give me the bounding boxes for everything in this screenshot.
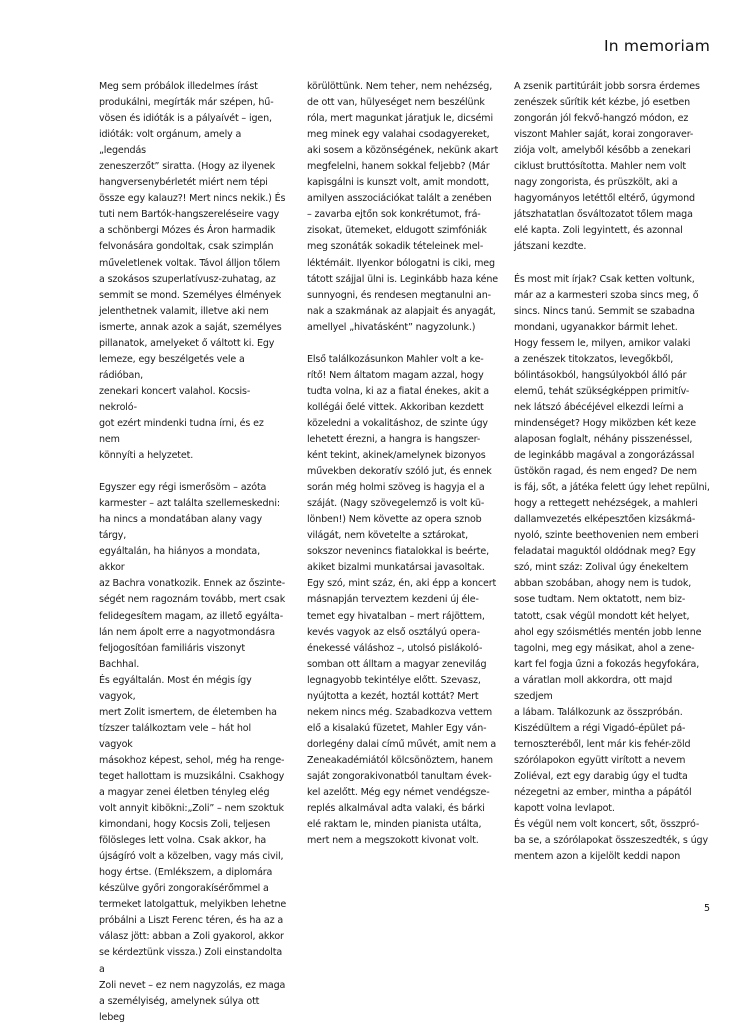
paragraph: És most mit írjak? Csak ketten voltunk, már az a karmesteri szoba sincs meg, ő sincs. Nincs tanú. Semmit se szabadna mondani, ugyanakkor bármit lehet. Hogy fessem le, milyen, amikor valaki a zenészek titokzatos, levegőkből, bólintásokból, hangsúlyokból álló pár elemű, tehát szükségképpen primitív- nek látszó ábécéjével elkezdi leírni a mindenséget? Hogy miközben két keze alaposan foglalt, néhány pisszenéssel, de leginkább magával a zongorázással üstökön ragad, és nem enged? De nem is fáj, sőt, a játéka felett úgy lehet repülni, hogy a rettegett nehézségek, a mahleri dallamvezetés elképesztően kizsákmá- nyoló, szinte beethovenien nem emberi feladatai maguktól oldódnak meg? Egy szó, mint száz: Zolival úgy énekeltem abban szobában, ahogy nem is tudok, sose tudtam. Nem oktatott, nem biz- tatott, csak végül mondott két helyet, ahol egy szóismétlés mentén jobb lenne tagolni, meg egy másikat, ahol a zene- kart fel fogja űzni a fokozás hegyfokára, a váratlan moll akkordra, ott majd szedjem a lábam. Találkozunk az összpróbán. Kiszédültem a régi Vigadó-épület pá- ternoszteréből, lent már kis fehér-zöld szórólapokon együtt virított a nevem Zoliéval, ezt egy darabig úgy el tudta nézegetni az ember, mintha a pápától kapott volna levlapot. És végül nem volt koncert, sőt, összpró- ba se, a szórólapokat összeszedték, s úgy mentem azon a kijelölt keddi napon <box>514 273 710 863</box>
text-column-2 <box>307 79 502 849</box>
page-number: 5 <box>703 903 710 914</box>
section-title: In memoriam <box>603 37 710 55</box>
paragraph: Meg sem próbálok illedelmes írást produkálni, megírták már szépen, hű- vösen és idióták is a pályaívét – igen, idióták: volt orgánum, amely a „legendás zeneszerzőt” siratta. (Hogy az ilyenek hangversenybérletét miért nem tépi össze egy kalauz?! Mert nincs nekik.) És tuti nem Bartók-hangszereléseire vagy a schönbergi Mózes és Áron harmadik felvonására gondoltak, csak szimplán műveletlenek voltak. Távol álljon tőlem a szokásos szuperlatívusz-zuhatag, az semmit se mond. Személyes élmények jelenthetnek valamit, illetve aki nem ismerte, annak azok a saját, személyes pillanatok, amelyeket ő váltott ki. Egy lemeze, egy beszélgetés vele a rádióban, zenekari koncert valahol. Kocsis-nekroló- got ezért mindenki tudna írni, és ez nem könnyíti a helyzetet. <box>99 81 286 462</box>
paragraph: Egyszer egy régi ismerősöm – azóta karmester – azt találta szellemeskedni: ha nincs a mondatában alany vagy tárgy, egyáltalán, ha hiányos a mondata, akkor az Bachra vonatkozik. Ennek az őszinte- ségét nem ragoznám tovább, mert csak felidegesítem magam, az illető egyálta- lán nem ápolt erre a nagyotmondásra feljogosítóan familiáris viszonyt Bachhal. És egyáltalán. Most én mégis így vagyok, mert Zolit ismertem, de életemben ha tízszer találkoztam vele – hát hol vagyok másokhoz képest, sehol, még ha renge- teget hallottam is muzsikálni. Csakhogy a magyar zenei életben tényleg elég volt annyit kibökni:„Zoli” – nem szoktuk kimondani, hogy Kocsis Zoli, teljesen fölösleges lett volna. Csak akkor, ha újságíró volt a közelben, vagy más civil, hogy értse. (Emlékszem, a diplomára készülve győri zongorakísérőmmel a termeket latolgattuk, melyikben lehetne próbálni a Liszt Ferenc téren, és ha az a válasz jött: abban a Zoli gyakorol, akkor se kérdeztünk vissza.) Zoli einstandolta a Zoli nevet – ez nem nagyzolás, ez maga a személyiség, amelynek súlya ott lebeg <box>99 482 287 1023</box>
paragraph: körülöttünk. Nem teher, nem nehézség, de ott van, hülyeséget nem beszélünk róla, mert magunkat járatjuk le, dicsémi meg minek egy valahai csodagyereket, aki sosem a közönségének, nekünk akart megfelelni, hanem sokkal feljebb? (Már kapisgálni is kunszt volt, amit mondott, amilyen asszociációkat talált a zenében – zavarba ejtőn sok konkrétumot, frá- zisokat, ütemeket, eldugott szimfóniák meg szonáták sokadik tételeinek mel- léktémáit. Ilyenkor bólogatni is ciki, meg tátott szájjal ülni is. Leginkább haza kéne sunnyogni, és rendesen megtanulni an- nak a szakmának az alapjait és anyagát, amellyel „hivatásként” nagyzolunk.) <box>307 81 499 333</box>
text-column-1 <box>99 79 287 1026</box>
paragraph: A zsenik partitúráit jobb sorsra érdemes zenészek sűrítik két kézbe, jó esetben zongorán jól fekvő-hangzó módon, ez viszont Mahler saját, korai zongoraver- ziója volt, amelyből később a zenekari ciklust bruttósította. Mahler nem volt nagy zongorista, és prüszkölt, aki a hagyományos letéttől eltérő, úgymond játszhatatlan ősváltozatot tőlem maga elé kapta. Zoli legyintett, és azonnal játszani kezdte. <box>514 81 700 253</box>
text-column-3 <box>514 79 710 865</box>
paragraph: Első találkozásunkon Mahler volt a ke- rítő! Nem áltatom magam azzal, hogy tudta volna, ki az a fiatal énekes, akit a kollégái őelé vittek. Akkoriban kezdett közeledni a vokalitáshoz, de szinte úgy lehetett érezni, a hangra is hangszer- ként tekint, akinek/amelynek bizonyos művekben dekoratív szóló jut, és ennek során még holmi szöveg is hagyja el a száját. (Nagy szövegelemző is volt kü- lönben!) Nem követte az opera sznob világát, nem követelte a sztárokat, sokszor nevenincs fiatalokkal is beérte, akiket bizalmi munkatársai javasoltak. Egy szó, mint száz, én, aki épp a koncert másnapján terveztem kezdeni új éle- temet egy hivatalban – mert rájöttem, kevés vagyok az első osztályú opera- énekessé váláshoz –, utolsó pislákoló- somban ott álltam a magyar zenevilág legnagyobb tekintélye előtt. Szevasz, nyújtotta a kezét, hoztál kottát? Mert nekem nincs még. Szabadkozva vettem elő a kisalakú füzetet, Mahler Egy ván- dorlegény dalai című művét, amit nem a Zeneakadémiától kölcsönöztem, hanem saját zongorakivonatból tanultam évek- kel azelőtt. Még egy német vendégsze- replés alkalmával adta valaki, és bárki elé raktam le, minden pianista utálta, mert nem a megszokott kivonat volt. <box>307 353 497 847</box>
